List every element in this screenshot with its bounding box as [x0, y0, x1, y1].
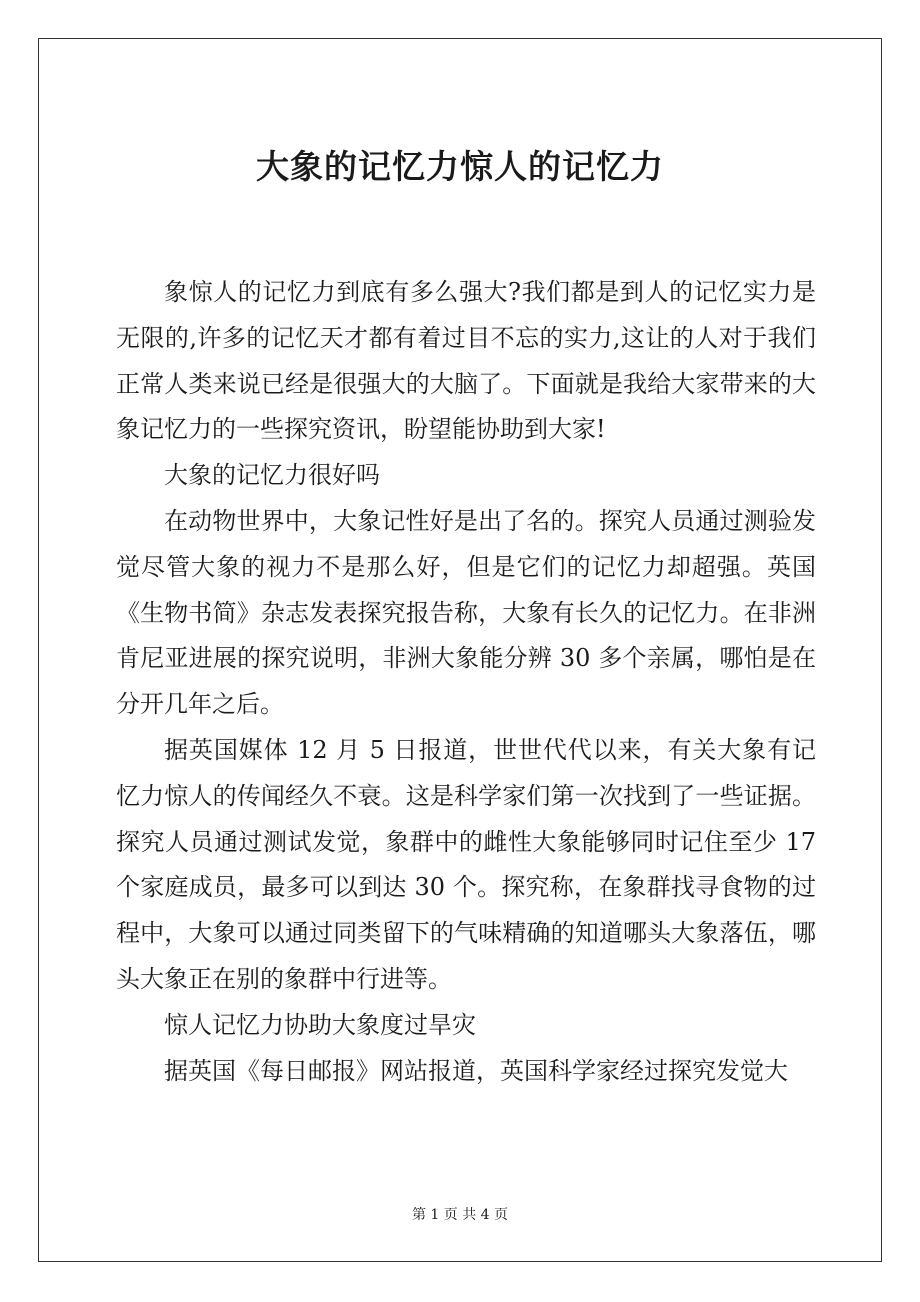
paragraph-daily-mail: 据英国《每日邮报》网站报道，英国科学家经过探究发觉大 [164, 1056, 788, 1085]
paragraph-intro: 象惊人的记忆力到底有多么强大?我们都是到人的记忆实力是无限的,许多的记忆天才都有着过目不忘的实力,这让的人对于我们正常人类来说已经是很强大的大脑了。下面就是我给大家带来的大象记忆力的一些探究资讯，盼望能协助到大家! [116, 278, 816, 444]
page-footer: 第 1 页 共 4 页 [411, 1207, 509, 1223]
document-title: 大象的记忆力惊人的记忆力 [256, 147, 664, 186]
paragraph-animal-world: 在动物世界中，大象记性好是出了名的。探究人员通过测验发觉尽管大象的视力不是那么好，但是它们的记忆力却超强。英国《生物书简》杂志发表探究报告称，大象有长久的记忆力。在非洲肯尼亚进展的探究说明，非洲大象能分辨 30 多个亲属，哪怕是在分开几年之后。 [116, 506, 816, 719]
paragraph-heading-memory: 大象的记忆力很好吗 [164, 461, 380, 490]
paragraph-media-report: 据英国媒体 12 月 5 日报道，世世代代以来，有关大象有记忆力惊人的传闻经久不衰。这是科学家们第一次找到了一些证据。探究人员通过测试发觉，象群中的雌性大象能够同时记住至少 17 个家庭成员，最多可以到达 30 个。探究称，在象群找寻食物的过程中，大象可以通过同类留下的气味精确的知道哪头大象落伍，哪头大象正在别的象群中行进等。 [116, 735, 816, 993]
document-body [116, 270, 816, 1094]
paragraph-heading-drought: 惊人记忆力协助大象度过旱灾 [164, 1010, 476, 1039]
